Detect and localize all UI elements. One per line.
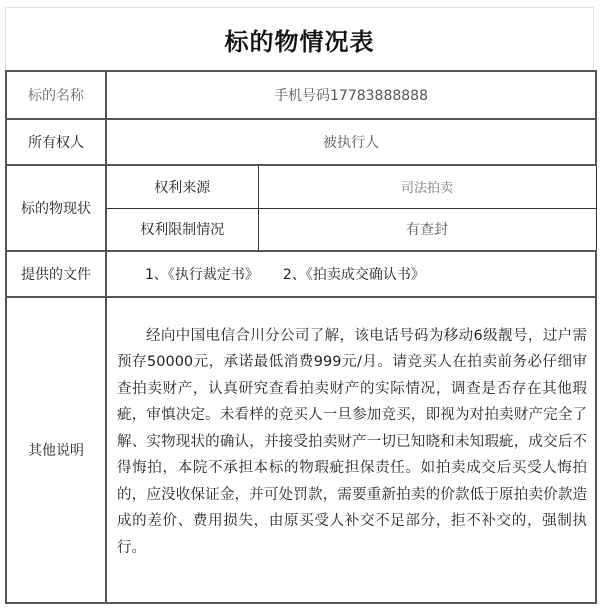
row-notes bbox=[6, 297, 596, 603]
title-box bbox=[5, 7, 594, 70]
row-files bbox=[6, 251, 596, 297]
rights-restriction-value: 有查封 bbox=[258, 208, 596, 251]
name-label: 标的名称 bbox=[6, 71, 106, 119]
notes-cell bbox=[106, 297, 596, 603]
status-label: 标的物现状 bbox=[6, 165, 106, 251]
name-value: 手机号码17783888888 bbox=[106, 71, 596, 119]
files-label: 提供的文件 bbox=[6, 251, 106, 297]
owner-label: 所有权人 bbox=[6, 119, 106, 165]
row-status-source bbox=[6, 165, 596, 208]
rights-source-value: 司法拍卖 bbox=[258, 165, 596, 208]
page-title: 标的物情况表 bbox=[224, 27, 375, 56]
file-item: 1、《执行裁定书》 bbox=[145, 267, 259, 283]
notes-label: 其他说明 bbox=[6, 297, 106, 603]
row-owner bbox=[6, 119, 596, 165]
rights-source-label: 权利来源 bbox=[106, 165, 258, 208]
files-list bbox=[106, 251, 596, 297]
property-info-table bbox=[5, 70, 597, 604]
rights-restriction-label: 权利限制情况 bbox=[106, 208, 258, 251]
row-name bbox=[6, 71, 596, 119]
owner-value: 被执行人 bbox=[106, 119, 596, 165]
notes-text: 经向中国电信合川分公司了解，该电话号码为移动6级靓号，过户需预存50000元，承诺最低消费999元/月。请竞买人在拍卖前务必仔细审查拍卖财产，认真研究查看拍卖财产的实际情况，调查是否存在其他瑕疵，审慎决定。未看样的竞买人一旦参加竞买，即视为对拍卖财产完全了解、实物现状的确认，并接受拍卖财产一切已知晓和未知瑕疵，成交后不得悔拍，本院不承担本标的物瑕疵担保责任。如拍卖成交后买受人悔拍的，应没收保证金，并可处罚款，需要重新拍卖的价款低于原拍卖价款造成的差价、费用损失，由原买受人补交不足部分，拒不补交的，强制执行。 bbox=[117, 327, 588, 556]
file-item: 2、《拍卖成交确认书》 bbox=[282, 267, 425, 283]
